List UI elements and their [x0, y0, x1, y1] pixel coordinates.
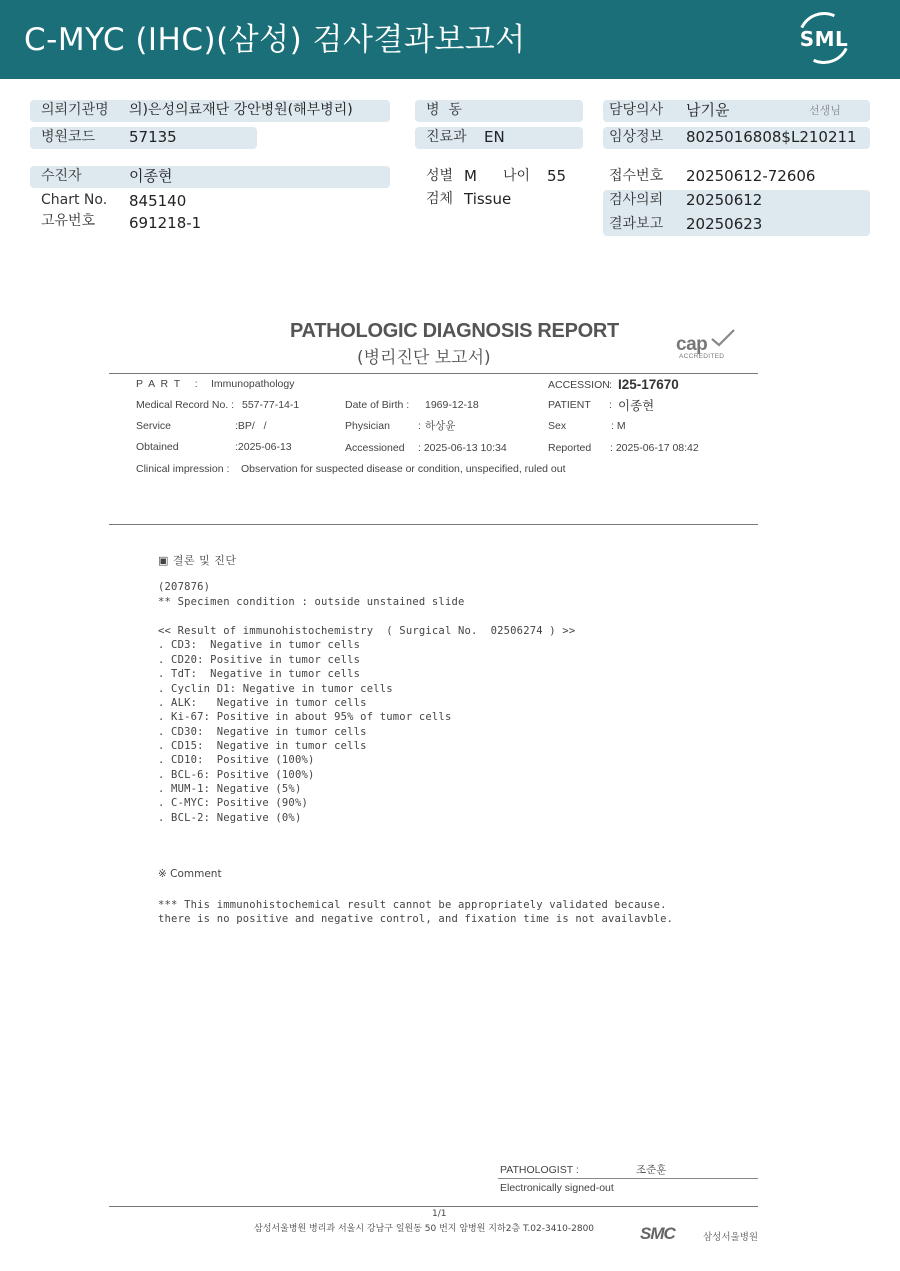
diagnosis-line: . CD20: Positive in tumor cells — [158, 654, 361, 666]
clinical-impression-value: Observation for suspected disease or condition, unspecified, ruled out — [241, 463, 566, 475]
chart-no-label: Chart No. — [41, 192, 108, 208]
signature-rule — [498, 1178, 758, 1179]
diagnosis-heading: ▣ 결론 및 진단 — [158, 554, 237, 567]
report-mid-rule — [109, 524, 758, 525]
page-number: 1/1 — [432, 1209, 447, 1219]
clinical-impression-label: Clinical impression : — [136, 463, 230, 475]
footer-address: 삼성서울병원 병리과 서울시 강남구 일원동 50 번지 암병원 지하2층 T.02-3410-2800 — [254, 1224, 595, 1234]
department-label: 진료과 — [426, 129, 467, 145]
report-patient-label: PATIENT — [548, 399, 591, 411]
sex-label: 성별 — [426, 168, 454, 184]
dob-value: 1969-12-18 — [425, 399, 479, 411]
diagnosis-line: . BCL-6: Positive (100%) — [158, 769, 315, 781]
report-sex-label: Sex — [548, 420, 567, 432]
diagnosis-line: ** Specimen condition : outside unstained slide — [158, 596, 465, 608]
report-sex-value: : M — [611, 420, 626, 432]
diagnosis-line: . CD10: Positive (100%) — [158, 754, 315, 766]
pathologist-label: PATHOLOGIST : — [500, 1164, 579, 1176]
page-title: C-MYC (IHC)(삼성) 검사결과보고서 — [24, 22, 526, 58]
cap-accredited-logo — [676, 334, 736, 364]
diagnosis-line: . Ki-67: Positive in about 95% of tumor cells — [158, 711, 452, 723]
reported-label: Reported — [548, 442, 592, 454]
hospital-code-value: 57135 — [129, 128, 177, 146]
accession-value: I25-17670 — [618, 377, 679, 392]
report-title: PATHOLOGIC DIAGNOSIS REPORT — [290, 320, 619, 342]
checkmark-icon — [710, 328, 736, 348]
smc-hospital-name: 삼성서울병원 — [703, 1232, 759, 1243]
specimen-value: Tissue — [464, 190, 512, 208]
result-report-label: 결과보고 — [609, 216, 664, 232]
patient-label: 수진자 — [41, 168, 82, 184]
report-subtitle: (병리진단 보고서) — [357, 348, 491, 368]
row-bar-patient — [30, 166, 390, 188]
mrn-label: Medical Record No. : — [136, 399, 235, 411]
physician-value: 하상윤 — [425, 420, 456, 432]
department-value: EN — [484, 128, 505, 146]
accessioned-label: Accessioned — [345, 442, 405, 454]
receipt-no-value: 20250612-72606 — [686, 167, 816, 185]
diagnosis-line: . ALK: Negative in tumor cells — [158, 697, 367, 709]
footer-rule — [109, 1206, 758, 1207]
diagnosis-line: . Cyclin D1: Negative in tumor cells — [158, 683, 393, 695]
mrn-value: 557-77-14-1 — [242, 399, 300, 411]
hospital-code-label: 병원코드 — [41, 129, 96, 145]
diagnosis-line: . MUM-1: Negative (5%) — [158, 783, 302, 795]
diagnosis-line: . CD15: Negative in tumor cells — [158, 740, 367, 752]
dob-label: Date of Birth : — [345, 399, 410, 411]
ward-label: 병 동 — [426, 102, 462, 118]
comment-line: there is no positive and negative control, and fixation time is not availavble. — [158, 913, 674, 925]
sex-value: M — [464, 167, 477, 185]
part-label: P A R T : — [136, 378, 200, 390]
doctor-suffix: 선생님 — [809, 104, 841, 117]
diagnosis-line: << Result of immunohistochemistry ( Surgical No. 02506274 ) >> — [158, 625, 576, 637]
specimen-label: 검체 — [426, 191, 454, 207]
signed-out-text: Electronically signed-out — [500, 1182, 614, 1194]
receipt-no-label: 접수번호 — [609, 168, 664, 184]
diagnosis-line: . CD3: Negative in tumor cells — [158, 639, 361, 651]
clinical-info-value: 8025016808$L210211 — [686, 128, 857, 146]
doctor-value: 남기윤 — [686, 101, 730, 119]
report-patient-colon: : — [609, 399, 612, 411]
physician-label: Physician — [345, 420, 390, 432]
age-label: 나이 — [503, 168, 531, 184]
test-request-label: 검사의뢰 — [609, 192, 664, 208]
test-request-value: 20250612 — [686, 191, 763, 209]
service-value: :BP/ / — [235, 420, 267, 432]
comment-line: *** This immunohistochemical result cannot be appropriately validated because. — [158, 899, 667, 911]
result-report-value: 20250623 — [686, 215, 763, 233]
smc-logo: SMC — [640, 1224, 675, 1243]
reported-value: : 2025-06-17 08:42 — [610, 442, 699, 454]
unique-no-value: 691218-1 — [129, 214, 202, 232]
part-value: Immunopathology — [211, 378, 295, 390]
diagnosis-line: . C-MYC: Positive (90%) — [158, 797, 308, 809]
accession-colon: : — [609, 379, 612, 391]
cap-logo-sub: ACCREDITED — [679, 353, 725, 360]
chart-no-value: 845140 — [129, 192, 187, 210]
clinical-info-label: 임상정보 — [609, 129, 664, 145]
comment-heading: ※ Comment — [158, 868, 222, 880]
logo-text: SML — [799, 27, 849, 51]
physician-colon: : — [418, 420, 421, 432]
service-label: Service — [136, 420, 172, 432]
patient-value: 이종현 — [129, 167, 173, 185]
obtained-label: Obtained — [136, 441, 179, 453]
institution-value: 의)은성의료재단 강안병원(해부병리) — [129, 102, 353, 118]
accessioned-value: : 2025-06-13 10:34 — [418, 442, 507, 454]
obtained-value: :2025-06-13 — [235, 441, 292, 453]
report-patient-value: 이종현 — [618, 398, 655, 413]
diagnosis-line: . CD30: Negative in tumor cells — [158, 726, 367, 738]
institution-label: 의뢰기관명 — [41, 102, 109, 118]
diagnosis-line: . BCL-2: Negative (0%) — [158, 812, 302, 824]
diagnosis-line: . TdT: Negative in tumor cells — [158, 668, 361, 680]
cap-logo-word: cap — [676, 334, 708, 355]
pathologist-value: 조준훈 — [636, 1164, 667, 1176]
report-top-rule — [109, 373, 758, 374]
age-value: 55 — [547, 167, 567, 185]
accession-label: ACCESSION — [548, 379, 610, 391]
doctor-label: 담당의사 — [609, 102, 664, 118]
diagnosis-line: (207876) — [158, 581, 211, 593]
unique-no-label: 고유번호 — [41, 213, 96, 229]
title-banner — [0, 0, 900, 79]
sml-logo — [792, 12, 856, 68]
